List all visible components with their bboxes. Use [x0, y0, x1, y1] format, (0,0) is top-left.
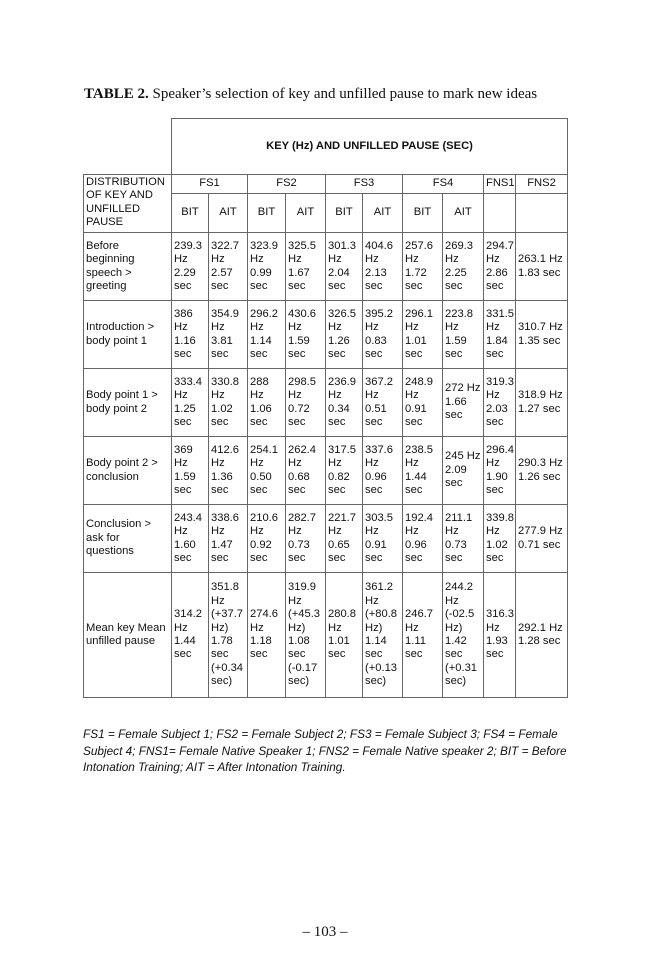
caption-label: TABLE 2. — [84, 86, 149, 102]
table-cell: 314.2 Hz 1.44 sec — [172, 573, 209, 698]
table-cell: 282.7 Hz 0.73 sec — [286, 505, 326, 573]
table-cell: 294.7 Hz 2.86 sec — [484, 233, 516, 301]
table-cell: 310.7 Hz 1.35 sec — [516, 301, 568, 369]
subheader: BIT — [248, 194, 286, 233]
table-cell: 236.9 Hz 0.34 sec — [326, 369, 363, 437]
table-cell: 354.9 Hz 3.81 sec — [209, 301, 248, 369]
table-cell: 331.5 Hz 1.84 sec — [484, 301, 516, 369]
table-cell: 386 Hz 1.16 sec — [172, 301, 209, 369]
table-row — [84, 505, 568, 573]
table-cell: 290.3 Hz 1.26 sec — [516, 437, 568, 505]
table-cell: 351.8 Hz (+37.7 Hz) 1.78 sec (+0.34 sec) — [209, 573, 248, 698]
table-cell: 412.6 Hz 1.36 sec — [209, 437, 248, 505]
table-cell: 296.2 Hz 1.14 sec — [248, 301, 286, 369]
table-cell: 330.8 Hz 1.02 sec — [209, 369, 248, 437]
table-cell: 319.3 Hz 2.03 sec — [484, 369, 516, 437]
table-cell: 318.9 Hz 1.27 sec — [516, 369, 568, 437]
table-caption — [84, 86, 537, 103]
table-row — [84, 301, 568, 369]
caption-text: Speaker’s selection of key and unfilled pause to mark new ideas — [152, 86, 538, 102]
table-cell: 243.4 Hz 1.60 sec — [172, 505, 209, 573]
table-cell: 319.9 Hz (+45.3 Hz) 1.08 sec (-0.17 sec) — [286, 573, 326, 698]
row-label: Conclusion > ask for questions — [84, 505, 172, 573]
empty-cell — [484, 194, 516, 233]
group-header: FS2 — [248, 175, 326, 194]
table-cell: 338.6 Hz 1.47 sec — [209, 505, 248, 573]
row-label: Before beginning speech > greeting — [84, 233, 172, 301]
row-label: Body point 1 > body point 2 — [84, 369, 172, 437]
table-cell: 369 Hz 1.59 sec — [172, 437, 209, 505]
table-cell: 298.5 Hz 0.72 sec — [286, 369, 326, 437]
table-cell: 245 Hz 2.09 sec — [443, 437, 484, 505]
table-cell: 367.2 Hz 0.51 sec — [363, 369, 403, 437]
group-header: FS4 — [403, 175, 484, 194]
data-table — [83, 118, 568, 698]
table-cell: 337.6 Hz 0.96 sec — [363, 437, 403, 505]
table-cell: 361.2 Hz (+80.8 Hz) 1.14 sec (+0.13 sec) — [363, 573, 403, 698]
table-title: KEY (Hz) AND UNFILLED PAUSE (SEC) — [172, 119, 568, 175]
table-cell: 211.1 Hz 0.73 sec — [443, 505, 484, 573]
table-cell: 322.7 Hz 2.57 sec — [209, 233, 248, 301]
table-cell: 323.9 Hz 0.99 sec — [248, 233, 286, 301]
table-cell: 288 Hz 1.06 sec — [248, 369, 286, 437]
table-cell: 221.7 Hz 0.65 sec — [326, 505, 363, 573]
table-cell: 296.1 Hz 1.01 sec — [403, 301, 443, 369]
table-row — [84, 437, 568, 505]
table-row — [84, 369, 568, 437]
subheader: AIT — [209, 194, 248, 233]
subheader: AIT — [443, 194, 484, 233]
table-cell: 263.1 Hz 1.83 sec — [516, 233, 568, 301]
table-cell: 339.8 Hz 1.02 sec — [484, 505, 516, 573]
table-cell: 326.5 Hz 1.26 sec — [326, 301, 363, 369]
table-cell: 280.8 Hz 1.01 sec — [326, 573, 363, 698]
table-cell: 262.4 Hz 0.68 sec — [286, 437, 326, 505]
group-header-row — [84, 175, 568, 194]
subheader: BIT — [172, 194, 209, 233]
page-number: – 103 – — [302, 924, 348, 940]
table-cell: 239.3 Hz 2.29 sec — [172, 233, 209, 301]
table-cell: 333.4 Hz 1.25 sec — [172, 369, 209, 437]
group-header: FS3 — [326, 175, 403, 194]
table-row — [84, 573, 568, 698]
table-cell: 303.5 Hz 0.91 sec — [363, 505, 403, 573]
table-cell: 238.5 Hz 1.44 sec — [403, 437, 443, 505]
table-cell: 404.6 Hz 2.13 sec — [363, 233, 403, 301]
table-cell: 292.1 Hz 1.28 sec — [516, 573, 568, 698]
row-label: Body point 2 > conclusion — [84, 437, 172, 505]
row-label: Introduction > body point 1 — [84, 301, 172, 369]
table-cell: 274.6 Hz 1.18 sec — [248, 573, 286, 698]
table-cell: 192.4 Hz 0.96 sec — [403, 505, 443, 573]
table-cell: 223.8 Hz 1.59 sec — [443, 301, 484, 369]
table-title-row — [84, 119, 568, 175]
table-footnote: FS1 = Female Subject 1; FS2 = Female Subject 2; FS3 = Female Subject 3; FS4 = Female Subject 4; FNS1= Female Native Speaker 1; FNS2 = Female Native speaker 2; BIT = Before Intonation Training; AIT = After Intonation Training. — [83, 727, 567, 774]
table-cell: 316.3 Hz 1.93 sec — [484, 573, 516, 698]
table-cell: 272 Hz 1.66 sec — [443, 369, 484, 437]
table-cell: 248.9 Hz 0.91 sec — [403, 369, 443, 437]
table-cell: 317.5 Hz 0.82 sec — [326, 437, 363, 505]
table-cell: 257.6 Hz 1.72 sec — [403, 233, 443, 301]
table-cell: 395.2 Hz 0.83 sec — [363, 301, 403, 369]
table-cell: 269.3 Hz 2.25 sec — [443, 233, 484, 301]
row-label: Mean key Mean unfilled pause — [84, 573, 172, 698]
table-cell: 296.4 Hz 1.90 sec — [484, 437, 516, 505]
table-cell: 301.3 Hz 2.04 sec — [326, 233, 363, 301]
group-header: FS1 — [172, 175, 248, 194]
subheader: BIT — [326, 194, 363, 233]
table-cell: 246.7 Hz 1.11 sec — [403, 573, 443, 698]
empty-cell — [516, 194, 568, 233]
group-header: FNS2 — [516, 175, 568, 194]
row-header: DISTRIBUTION OF KEY AND UNFILLED PAUSE — [84, 175, 172, 233]
group-header: FNS1 — [484, 175, 516, 194]
table-cell: 254.1 Hz 0.50 sec — [248, 437, 286, 505]
table-cell: 244.2 Hz (-02.5 Hz) 1.42 sec (+0.31 sec) — [443, 573, 484, 698]
table-cell: 325.5 Hz 1.67 sec — [286, 233, 326, 301]
blank-corner — [84, 119, 172, 175]
subheader: AIT — [363, 194, 403, 233]
table-cell: 430.6 Hz 1.59 sec — [286, 301, 326, 369]
subheader: AIT — [286, 194, 326, 233]
subheader: BIT — [403, 194, 443, 233]
table-row — [84, 233, 568, 301]
table-cell: 210.6 Hz 0.92 sec — [248, 505, 286, 573]
table-cell: 277.9 Hz 0.71 sec — [516, 505, 568, 573]
